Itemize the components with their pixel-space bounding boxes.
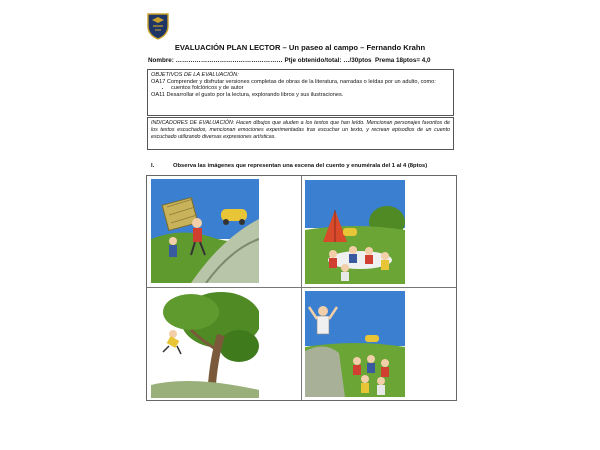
student-info-line <box>148 57 431 64</box>
objectives-box <box>147 69 454 116</box>
indicators-box <box>147 117 454 150</box>
scene-image-picnic[interactable] <box>305 180 405 284</box>
question-heading <box>151 163 427 169</box>
question-text: Observa las imágenes que representan una escena del cuento y enumérala del 1 al 4 (8ptos) <box>173 163 428 169</box>
grid-divider-horizontal <box>147 287 456 288</box>
objectives-heading: OBJETIVOS DE LA EVALUACIÓN: <box>151 72 239 78</box>
objective-bullets <box>151 85 450 92</box>
name-blank[interactable]: …………………………………………… <box>175 57 283 64</box>
question-number: I. <box>151 163 155 169</box>
scene-image-tree[interactable] <box>151 290 259 398</box>
name-label: Nombre: <box>148 57 174 64</box>
objective-oa17: OA17 Comprender y disfrutar versiones completas de obras de la literatura, narradas o leídas por un adulto, como: <box>151 78 436 85</box>
image-grid <box>146 175 457 401</box>
indicators-text: INDICADORES DE EVALUACIÓN: Hacen dibujos que aluden a los textos que han leído. Mencionan personajes favoritos de los textos escuchados, mencionan emociones experimentadas tras escuchar un texto, y recrean episodios de un cuento escuchado utilizando diversas expresiones artísticas. <box>151 120 450 140</box>
grid-divider-vertical <box>301 176 302 400</box>
objective-bullet-item: • cuentos folclóricos y de autor <box>171 85 450 92</box>
prema-label: Prema 18ptos= 4,0 <box>375 57 431 64</box>
objective-oa11: OA11 Desarrollar el gusto por la lectura, explorando libros y sus ilustraciones. <box>151 91 344 98</box>
score-label: Ptje obtenido/total: …/30ptos <box>284 57 372 64</box>
scene-image-cliff[interactable] <box>305 291 405 397</box>
school-crest-logo <box>146 12 170 40</box>
scene-image-hill-climb[interactable] <box>151 179 259 283</box>
document-title: EVALUACIÓN PLAN LECTOR – Un paseo al campo – Fernando Krahn <box>174 43 426 52</box>
